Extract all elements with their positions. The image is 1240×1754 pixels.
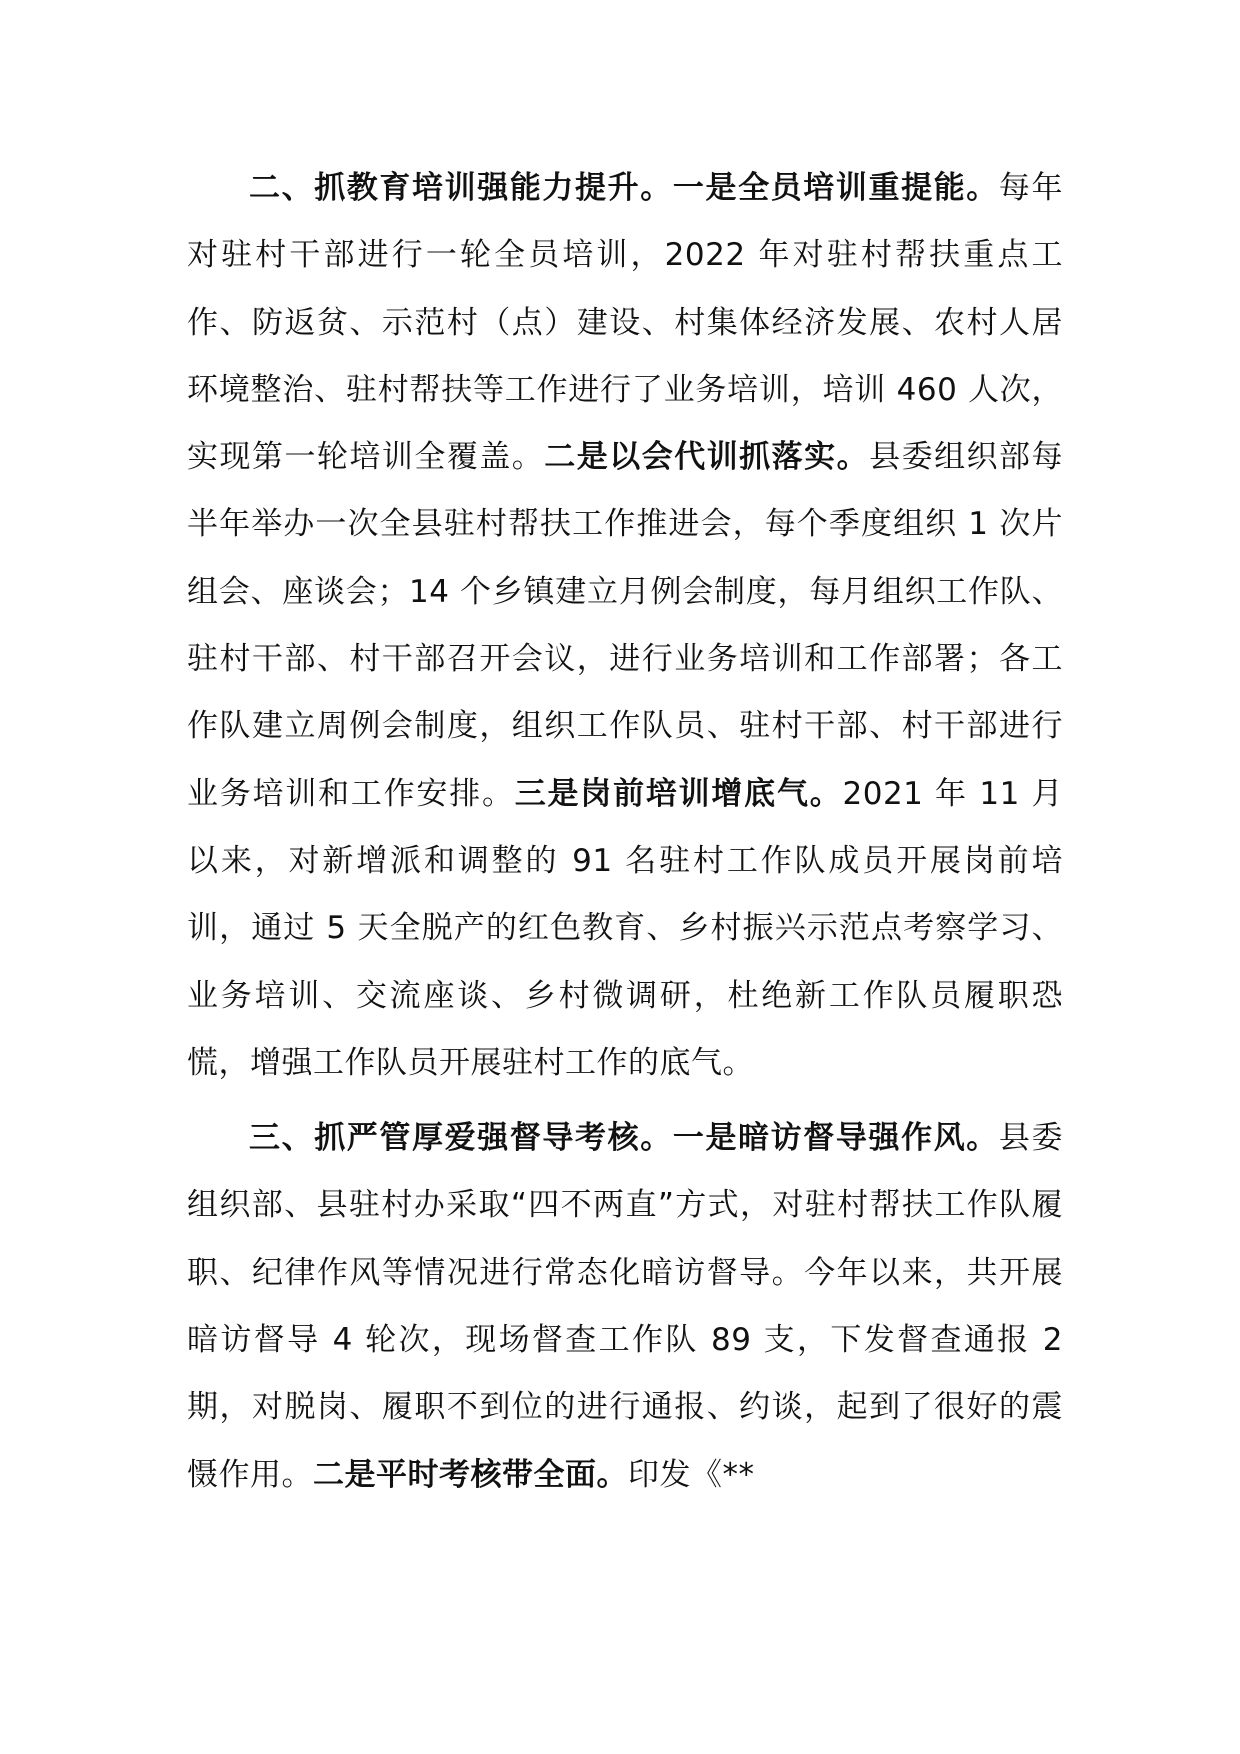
- body-text: 县委组织部每半年举办一次全县驻村帮扶工作推进会，每个季度组织 1 次片组会、座谈会；14 个乡镇建立月例会制度，每月组织工作队、驻村干部、村干部召开会议，进行业务培训和工作部署；各工作队建立周例会制度，组织工作队员、驻村干部、村干部进行业务培训和工作安排。: [187, 439, 1064, 812]
- document-body: [187, 155, 1063, 1509]
- subheading: 三是岗前培训增底气。: [514, 775, 843, 812]
- body-text: 印发《**: [628, 1456, 755, 1493]
- subheading: 二是以会代训抓落实。: [544, 439, 870, 476]
- subheading: 一是全员培训重提能。: [672, 170, 999, 206]
- body-text: 每年对驻村干部进行一轮全员培训，2022 年对驻村帮扶重点工作、防返贫、示范村（点）建设、村集体经济发展、农村人居环境整治、驻村帮扶等工作进行了业务培训，培训 460 人次，实现第一轮培训全覆盖。: [187, 170, 1064, 476]
- body-text: 2021 年 11 月以来，对新增派和调整的 91 名驻村工作队成员开展岗前培训，通过 5 天全脱产的红色教育、乡村振兴示范点考察学习、业务培训、交流座谈、乡村微调研，杜绝新工作队员履职恐慌，增强工作队员开展驻村工作的底气。: [187, 775, 1063, 1081]
- subheading: 二是平时考核带全面。: [313, 1456, 628, 1493]
- paragraph-supervision-assessment: [187, 1105, 1063, 1509]
- section-heading: 二、抓教育培训强能力提升。: [249, 170, 673, 206]
- subheading: 一是暗访督导强作风。: [672, 1120, 999, 1157]
- section-heading: 三、抓严管厚爱强督导考核。: [249, 1120, 673, 1157]
- paragraph-education-training: [187, 155, 1063, 1097]
- body-text: 县委组织部、县驻村办采取“四不两直”方式，对驻村帮扶工作队履职、纪律作风等情况进行常态化暗访督导。今年以来，共开展暗访督导 4 轮次，现场督查工作队 89 支，下发督查通报 2 期，对脱岗、履职不到位的进行通报、约谈，起到了很好的震慑作用。: [187, 1120, 1064, 1493]
